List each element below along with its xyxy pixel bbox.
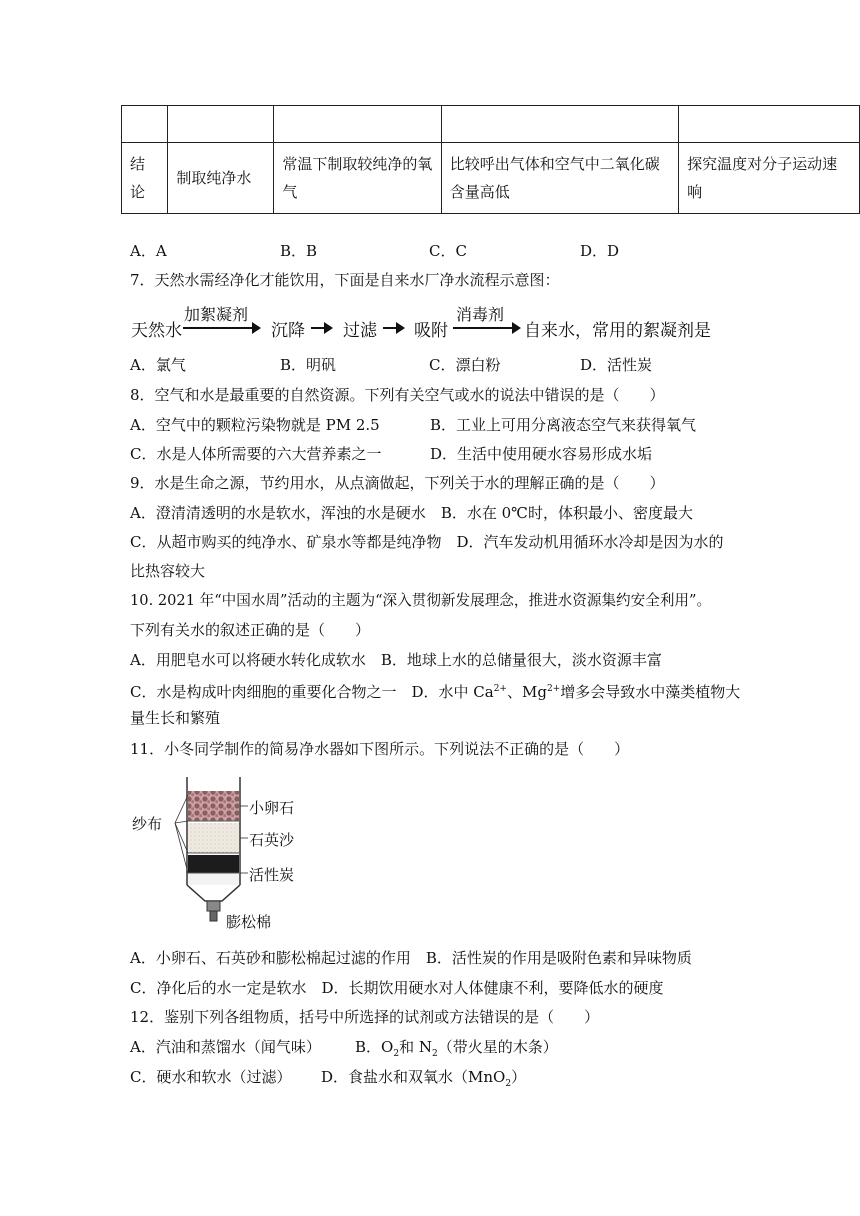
table-cell: 制取纯净水 [168,143,274,214]
q8-option-b: B．工业上可用分离液态空气来获得氧气 [430,416,697,434]
q10-text: 、Mg [506,683,547,701]
table-cell [441,106,678,143]
table-cell: 比较呼出气体和空气中二氧化碳含量高低 [441,143,678,214]
q12-text: ） [511,1068,527,1086]
flow-arrow [311,327,325,329]
table-cell [679,106,860,143]
flow-label-flocculant: 加絮凝剂 [184,305,249,324]
q11-options-line1: A．小卵石、石英砂和膨松棉起过滤的作用 B．活性炭的作用是吸附色素和异味物质 [130,949,692,967]
q9-stem: 9．水是生命之源，节约用水，从点滴做起，下列关于水的理解正确的是（ ） [130,474,665,492]
q12-text: 和 N [399,1038,432,1056]
label-quartz-sand: 石英沙 [249,831,295,849]
q10-text: 增多会导致水中藻类植物大 [560,683,741,701]
q9-options-line3: 比热容较大 [130,562,206,580]
flow-arrow [183,327,253,329]
label-gauze: 纱布 [132,815,163,833]
label-pebble: 小卵石 [249,799,295,817]
q7-stem: 7．天然水需经净化才能饮用，下面是自来水厂净水流程示意图： [130,271,560,289]
subscript: 2 [505,1079,512,1089]
flow-node-adsorb: 吸附 [414,321,448,341]
q11-options-line2: C．净化后的水一定是软水 D．长期饮用硬水对人体健康不利，要降低水的硬度 [130,979,664,997]
ion-charge: 2+ [546,684,561,694]
table-cell [122,106,168,143]
q8-option-c: C．水是人体所需要的六大营养素之一 [130,445,382,463]
arrow-head-icon [512,322,521,334]
q6-option-b: B．B [280,242,318,260]
label-cotton: 膨松棉 [226,913,272,931]
q12-option-b [355,1036,558,1065]
arrow-head-icon [324,322,333,334]
q11-stem: 11．小冬同学制作的简易净水器如下图所示。下列说法不正确的是（ ） [130,740,630,758]
label-activated-carbon: 活性炭 [249,866,295,884]
q7-option-c: C．漂白粉 [429,356,501,374]
q6-option-c: C．C [429,242,467,260]
q12-text: B．O [355,1038,394,1056]
q6-option-d: D．D [580,242,620,260]
q10-text: C．水是构成叶肉细胞的重要化合物之一 D．水中 Ca [130,683,494,701]
subscript: 2 [393,1049,400,1059]
q8-option-d: D．生活中使用硬水容易形成水垢 [430,445,653,463]
arrow-head-icon [252,322,261,334]
water-treatment-flowchart [131,306,731,342]
q10-options-line1: A．用肥皂水可以将硬水转化成软水 B．地球上水的总储量很大，淡水资源丰富 [130,651,662,669]
flow-node-natural-water: 天然水 [131,321,182,341]
flow-node-filter: 过滤 [343,321,377,341]
flow-arrow [383,327,397,329]
arrow-head-icon [396,322,405,334]
table-cell [274,106,441,143]
table-cell: 常温下制取较纯净的氧气 [274,143,441,214]
flow-node-settle: 沉降 [271,321,305,341]
q7-option-a: A．氯气 [130,356,186,374]
subscript: 2 [431,1049,438,1059]
q10-stem-cont: 下列有关水的叙述正确的是（ ） [130,621,371,639]
q10-stem: 10. 2021 年“中国水周”活动的主题为“深入贯彻新发展理念，推进水资源集约安全利用”。 [130,592,712,609]
q9-options-line2: C．从超市购买的纯净水、矿泉水等都是纯净物 D．汽车发动机用循环水冷却是因为水的 [130,533,724,551]
flow-node-tap-water: 自来水，常用的絮凝剂是 [524,321,711,341]
q8-option-a: A．空气中的颗粒污染物就是 PM 2.5 [130,416,380,434]
q12-text: D．食盐水和双氧水（MnO [321,1068,506,1086]
q10-options-line2 [130,678,740,703]
q12-text: （带火星的木条） [437,1038,558,1056]
flow-arrow [453,327,513,329]
q7-option-d: D．活性炭 [580,356,653,374]
q8-stem: 8．空气和水是最重要的自然资源。下列有关空气或水的说法中错误的是（ ） [130,386,665,404]
flow-label-disinfectant: 消毒剂 [456,305,505,324]
experiment-table [121,105,860,214]
table-cell: 探究温度对分子运动速响 [679,143,860,214]
table-row-label: 结论 [122,143,168,214]
q7-option-b: B．明矾 [280,356,337,374]
ion-charge: 2+ [493,684,507,694]
q10-options-line3: 量生长和繁殖 [130,709,221,727]
table-cell [168,106,274,143]
q9-options-line1: A．澄清清透明的水是软水，浑浊的水是硬水 B．水在 0℃时，体积最小、密度最大 [130,504,693,522]
water-filter-figure [130,775,310,935]
q6-option-a: A．A [130,242,167,260]
q12-option-c: C．硬水和软水（过滤） [130,1068,292,1086]
q12-stem: 12．鉴别下列各组物质，括号中所选择的试剂或方法错误的是（ ） [130,1008,600,1026]
q12-option-d [321,1066,526,1095]
q12-option-a: A．汽油和蒸馏水（闻气味） [130,1038,321,1056]
